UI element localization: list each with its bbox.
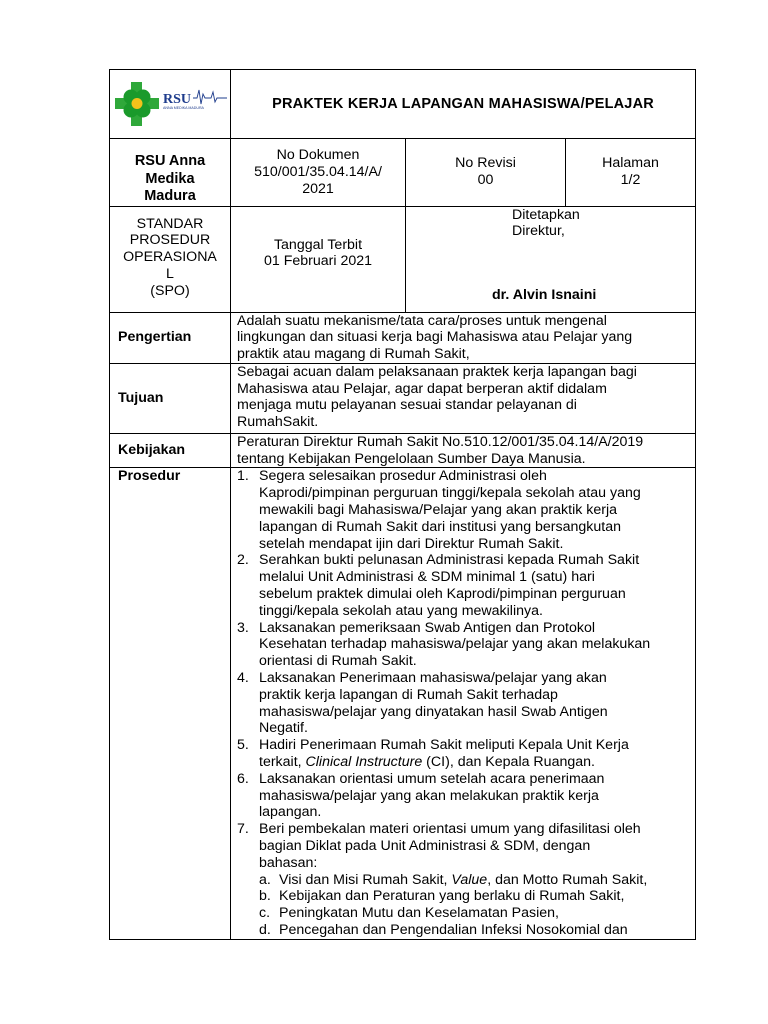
document-title: PRAKTEK KERJA LAPANGAN MAHASISWA/PELAJAR [231, 70, 696, 139]
no-dokumen-value-1: 510/001/35.04.14/A/ [254, 163, 382, 180]
prosedur-item [231, 771, 688, 821]
prosedur-item [231, 737, 688, 771]
prosedur-line: Kaprodi/pimpinan perguruan tinggi/kepala sekolah atau yang [259, 485, 641, 502]
prosedur-content [231, 468, 696, 939]
hospital-logo [115, 82, 231, 128]
prosedur-line: praktik kerja lapangan di Rumah Sakit terhadap [259, 686, 558, 703]
no-dokumen-label: No Dokumen [276, 147, 360, 163]
pengertian-text: Adalah suatu mekanisme/tata cara/proses untuk mengenal lingkungan dan situasi kerja bagi Mahasiswa atau Pelajar yang praktik atau magang di Rumah Sakit, [231, 312, 696, 363]
prosedur-item [231, 620, 688, 670]
prosedur-line: mewakili bagi Mahasiswa/Pelajar yang akan praktik kerja [259, 502, 618, 519]
ditetapkan-cell [406, 206, 696, 312]
prosedur-item-number: 4. [237, 670, 249, 687]
prosedur-subitem: b. Kebijakan dan Peraturan yang berlaku di Rumah Sakit, [259, 888, 625, 905]
signer-name: dr. Alvin Isnaini [492, 286, 597, 303]
prosedur-line: Laksanakan Penerimaan mahasiswa/pelajar yang akan [259, 670, 607, 687]
kebijakan-text: Peraturan Direktur Rumah Sakit No.510.12/001/35.04.14/A/2019 tentang Kebijakan Pengelolaan Sumber Daya Manusia. [231, 433, 696, 468]
svg-text:RSU: RSU [163, 92, 192, 107]
prosedur-line: sebelum praktek dimulai oleh Kaprodi/pimpinan perguruan [259, 586, 626, 603]
prosedur-line: Segera selesaikan prosedur Administrasi oleh [259, 468, 547, 485]
prosedur-item-number: 1. [237, 468, 249, 485]
no-revisi-label: No Revisi [455, 155, 516, 171]
prosedur-line: Kesehatan terhadap mahasiswa/pelajar yang akan melakukan [259, 636, 651, 653]
no-revisi-value: 00 [477, 171, 494, 188]
tanggal-terbit-label: Tanggal Terbit [273, 236, 363, 253]
prosedur-line: Hadiri Penerimaan Rumah Sakit meliputi Kepala Unit Kerja [259, 737, 629, 754]
prosedur-line: tinggi/kepala sekolah atau yang mewakilinya. [259, 602, 543, 619]
prosedur-sublist [259, 872, 688, 939]
prosedur-line: Laksanakan orientasi umum setelah acara penerimaan [259, 770, 605, 787]
kebijakan-label: Kebijakan [110, 433, 231, 468]
prosedur-line: orientasi di Rumah Sakit. [259, 653, 417, 670]
prosedur-subitem: d. Pencegahan dan Pengendalian Infeksi Nosokomial dan [259, 922, 628, 938]
no-dokumen-cell [231, 139, 406, 207]
prosedur-item [231, 552, 688, 619]
halaman-value: 1/2 [620, 171, 641, 188]
prosedur-line: mahasiswa/pelajar yang dinyatakan hasil Swab Antigen [259, 703, 608, 720]
prosedur-item-number: 7. [237, 821, 249, 838]
tujuan-text: Sebagai acuan dalam pelaksanaan praktek kerja lapangan bagi Mahasiswa atau Pelajar, agar dapat berperan aktif didalam menjaga mutu pelayanan sesuai standar pelayanan di RumahSakit. [231, 363, 696, 433]
svg-text:ANNA MEDIKA MADURA: ANNA MEDIKA MADURA [163, 106, 204, 110]
tujuan-label: Tujuan [110, 363, 231, 433]
prosedur-item [231, 468, 688, 552]
prosedur-line: melalui Unit Administrasi & SDM minimal 1 (satu) hari [259, 569, 595, 586]
prosedur-item [231, 821, 688, 939]
prosedur-line: Negatif. [259, 720, 308, 737]
logo-cell [110, 70, 231, 139]
hospital-name: RSU Anna Medika Madura [110, 139, 231, 207]
tanggal-terbit-cell [231, 206, 406, 312]
prosedur-line: mahasiswa/pelajar yang akan melakukan praktik kerja [259, 787, 599, 804]
prosedur-item-number: 3. [237, 619, 249, 636]
prosedur-line: lapangan di Rumah Sakit dari institusi yang bersangkutan [259, 518, 622, 535]
prosedur-line: Serahkan bukti pelunasan Administrasi kepada Rumah Sakit [259, 552, 640, 569]
prosedur-item-number: 6. [237, 770, 249, 787]
ditetapkan-label: Ditetapkan [512, 206, 580, 223]
halaman-label: Halaman [602, 155, 659, 171]
prosedur-line: lapangan. [259, 804, 322, 821]
prosedur-line: terkait, Clinical Instructure (CI), dan Kepala Ruangan. [259, 754, 595, 771]
prosedur-line: Beri pembekalan materi orientasi umum yang difasilitasi oleh [259, 821, 641, 838]
prosedur-line: Laksanakan pemeriksaan Swab Antigen dan Protokol [259, 619, 595, 636]
prosedur-item [231, 670, 688, 737]
prosedur-label: Prosedur [110, 468, 231, 939]
spo-table [109, 69, 696, 940]
prosedur-subitem: c. Peningkatan Mutu dan Keselamatan Pasien, [259, 905, 559, 922]
spo-label-cell: STANDAR PROSEDUR OPERASIONA L (SPO) [110, 206, 231, 312]
prosedur-line: bahasan: [259, 854, 318, 871]
pengertian-label: Pengertian [110, 312, 231, 363]
prosedur-item-number: 5. [237, 737, 249, 754]
halaman-cell [566, 139, 696, 207]
direktur-label: Direktur, [512, 223, 565, 240]
no-revisi-cell [406, 139, 566, 207]
prosedur-list [231, 468, 695, 938]
prosedur-item-number: 2. [237, 552, 249, 569]
prosedur-subitem: a. Visi dan Misi Rumah Sakit, Value, dan Motto Rumah Sakit, [259, 871, 648, 888]
prosedur-line: bagian Diklat pada Unit Administrasi & SDM, dengan [259, 838, 591, 855]
prosedur-line: setelah mendapat ijin dari Direktur Rumah Sakit. [259, 535, 564, 552]
tanggal-terbit-value: 01 Februari 2021 [263, 253, 373, 270]
no-dokumen-value-2: 2021 [302, 180, 334, 197]
